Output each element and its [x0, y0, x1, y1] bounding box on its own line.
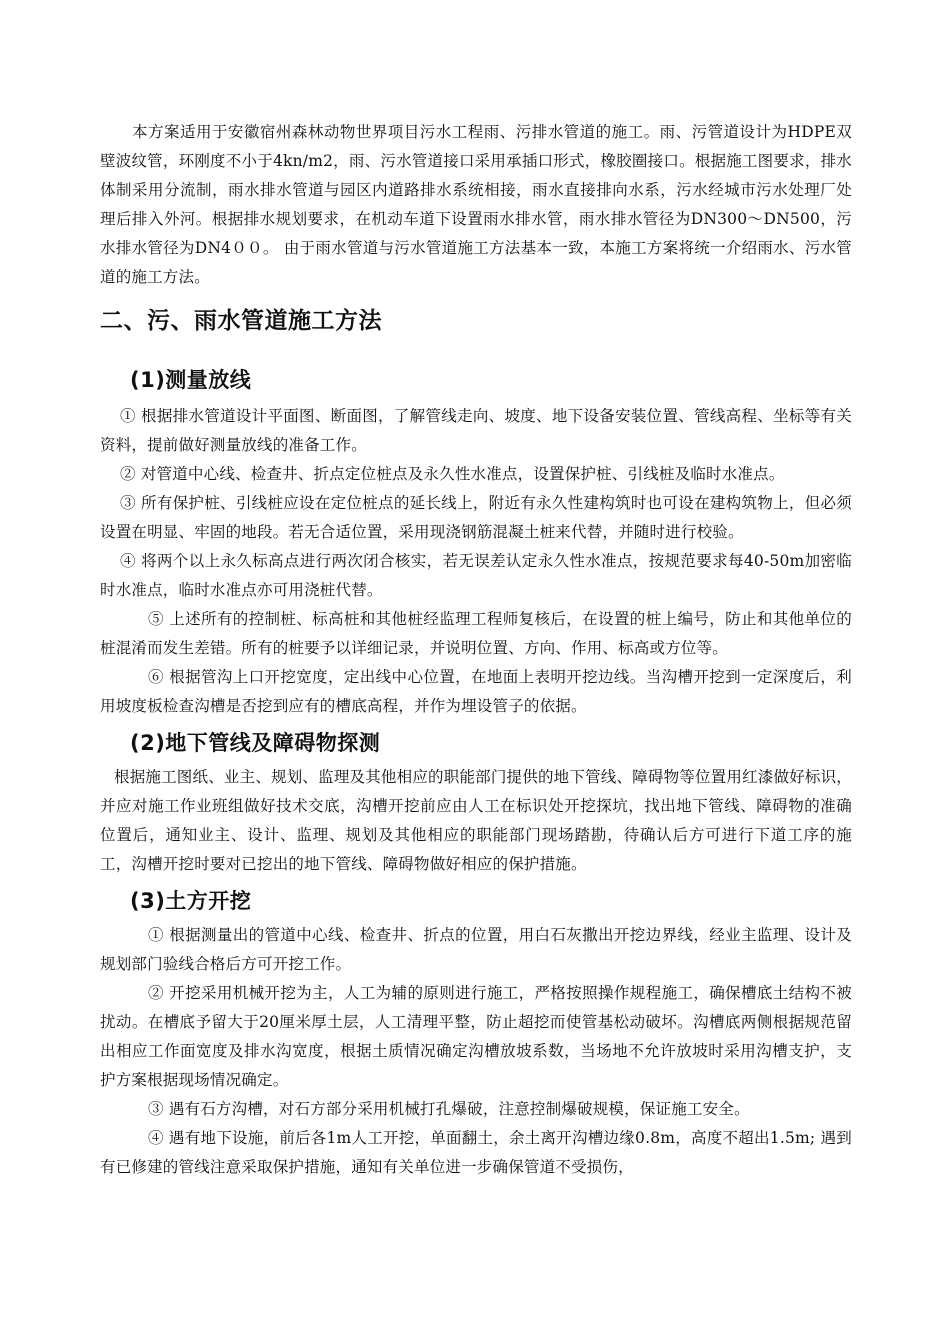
detect-paragraph: 根据施工图纸、业主、规划、监理及其他相应的职能部门提供的地下管线、障碍物等位置用红漆做好标识，并应对施工作业班组做好技术交底，沟槽开挖前应由人工在标识处开挖探坑，找出地下管线、障碍物的准确位置后，通知业主、设计、监理、规划及其他相应的职能部门现场踏勘，待确认后方可进行下道工序的施工，沟槽开挖时要对已挖出的地下管线、障碍物做好相应的保护措施。: [100, 768, 852, 873]
section-heading: 二、污、雨水管道施工方法: [100, 308, 382, 334]
survey-heading: (1)测量放线: [130, 368, 252, 392]
survey-item-1: ① 根据排水管道设计平面图、断面图，了解管线走向、坡度、地下设备安装位置、管线高程、坐标等有关资料，提前做好测量放线的准备工作。: [100, 407, 852, 454]
survey-item-3: ③ 所有保护桩、引线桩应设在定位桩点的延长线上，附近有永久性建构筑时也可设在建构筑物上，但必须设置在明显、牢固的地段。若无合适位置，采用现浇钢筋混凝土桩来代替，并随时进行校验。: [100, 494, 852, 541]
excavation-item-2: ② 开挖采用机械开挖为主，人工为辅的原则进行施工，严格按照操作规程施工，确保槽底土结构不被扰动。在槽底予留大于20厘米厚土层，人工清理平整，防止超挖而使管基松动破坏。沟槽底两侧根据规范留出相应工作面宽度及排水沟宽度，根据土质情况确定沟槽放坡系数，当场地不允许放坡时采用沟槽支护，支护方案根据现场情况确定。: [100, 984, 852, 1089]
survey-item-5: ⑤ 上述所有的控制桩、标高桩和其他桩经监理工程师复核后，在设置的桩上编号，防止和其他单位的桩混淆而发生差错。所有的桩要予以详细记录，并说明位置、方向、作用、标高或方位等。: [100, 610, 852, 657]
excavation-item-1: ① 根据测量出的管道中心线、检查井、折点的位置，用白石灰撒出开挖边界线，经业主监理、设计及规划部门验线合格后方可开挖工作。: [100, 926, 852, 973]
section-heading-wrap: [100, 292, 852, 354]
excavation-heading: (3)土方开挖: [130, 889, 252, 913]
intro-paragraph: 本方案适用于安徽宿州森林动物世界项目污水工程雨、污排水管道的施工。雨、污管道设计为HDPE双壁波纹管，环刚度不小于4kn/m2，雨、污水管道接口采用承插口形式，橡胶圈接口。根据施工图要求，排水体制采用分流制，雨水排水管道与园区内道路排水系统相接，雨水直接排向水系，污水经城市污水处理厂处理后排入外河。根据排水规划要求，在机动车道下设置雨水排水管，雨水排水管径为DN300～DN500，污水排水管径为DN4００。 由于雨水管道与污水管道施工方法基本一致，本施工方案将统一介绍雨水、污水管道的施工方法。: [100, 123, 852, 286]
survey-item-4: ④ 将两个以上永久标高点进行两次闭合核实，若无误差认定永久性水准点，按规范要求每40-50m加密临时水准点，临时水准点亦可用浇桩代替。: [100, 552, 852, 599]
detect-heading: (2)地下管线及障碍物探测: [130, 731, 381, 755]
excavation-item-4: ④ 遇有地下设施，前后各1m人工开挖，单面翻土，余土离开沟槽边缘0.8m，高度不超出1.5m; 遇到有已修建的管线注意采取保护措施，通知有关单位进一步确保管道不受损伤，: [100, 1129, 852, 1176]
survey-item-6: ⑥ 根据管沟上口开挖宽度，定出线中心位置，在地面上表明开挖边线。当沟槽开挖到一定深度后，利用坡度板检查沟槽是否挖到应有的槽底高程，并作为埋设管子的依据。: [100, 668, 852, 715]
detect-heading-wrap: [100, 721, 852, 763]
survey-heading-wrap: [100, 354, 852, 402]
excavation-heading-wrap: [100, 879, 852, 921]
document-body: [100, 118, 852, 1182]
excavation-item-3: ③ 遇有石方沟槽，对石方部分采用机械打孔爆破，注意控制爆破规模，保证施工安全。: [148, 1100, 750, 1118]
survey-item-2: ② 对管道中心线、检查井、折点定位桩点及永久性水准点，设置保护桩、引线桩及临时水准点。: [120, 465, 785, 483]
